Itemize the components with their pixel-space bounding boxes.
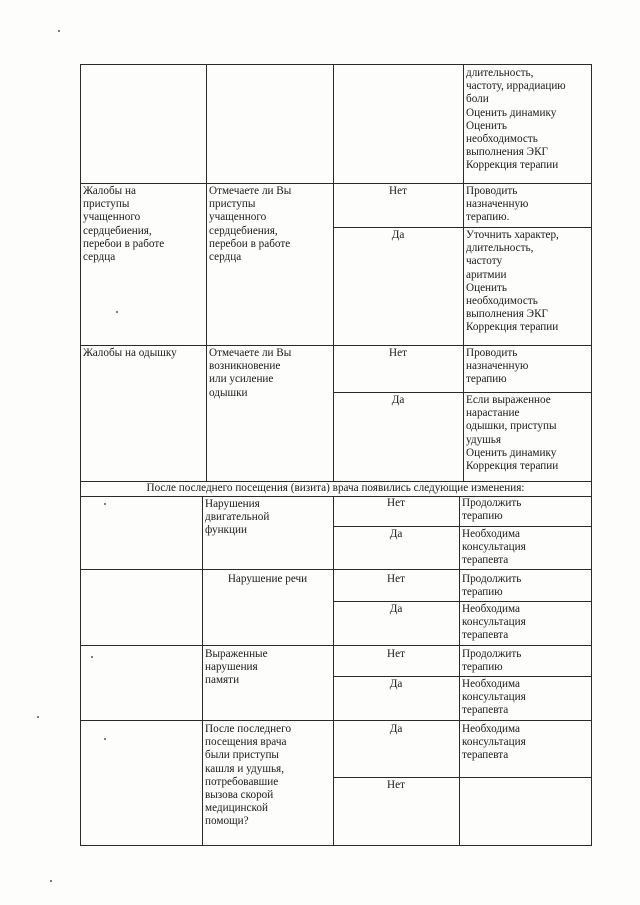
row2-answer-no: Нет bbox=[389, 347, 407, 359]
row7-rec-no bbox=[459, 778, 591, 844]
grid-line bbox=[333, 676, 592, 677]
row7-col1 bbox=[80, 721, 202, 845]
row0-answer bbox=[333, 64, 463, 182]
row7-answer-no: Нет bbox=[387, 779, 405, 791]
grid-line bbox=[80, 569, 592, 570]
row5-answer-yes: Да bbox=[389, 603, 403, 615]
row5-rec-no: Продолжить терапию bbox=[462, 573, 522, 599]
row6-answer-yes: Да bbox=[389, 678, 403, 690]
grid-line bbox=[333, 777, 592, 778]
row1-answer-no: Нет bbox=[389, 185, 407, 197]
grid-line bbox=[80, 481, 592, 482]
scan-speck bbox=[116, 311, 118, 313]
row4-rec-no: Продолжить терапию bbox=[462, 497, 522, 523]
row6-question: Выраженные нарушения памяти bbox=[205, 648, 268, 687]
section-header: После последнего посещения (визита) врача появились следующие изменения: bbox=[146, 482, 525, 494]
row7-question: После последнего посещения врача были приступы кашля и удушья, потребовавшие вызова скорой медицинской помощи? bbox=[205, 723, 292, 828]
scan-speck bbox=[91, 656, 93, 658]
row4-question: Нарушения двигательной функции bbox=[205, 498, 270, 537]
row1-question: Отмечаете ли Вы приступы учащенного сердцебиения, перебои в работе сердца bbox=[209, 185, 292, 264]
grid-line bbox=[333, 227, 592, 228]
grid-line bbox=[80, 845, 592, 846]
grid-line bbox=[80, 183, 592, 184]
row5-answer-no: Нет bbox=[387, 573, 405, 585]
row4-answer-yes: Да bbox=[389, 528, 403, 540]
grid-line bbox=[80, 496, 592, 497]
row2-complaint: Жалобы на одышку bbox=[83, 347, 177, 359]
grid-line bbox=[333, 601, 592, 602]
row5-col1 bbox=[80, 570, 202, 646]
scan-speck bbox=[37, 716, 39, 718]
grid-line bbox=[333, 392, 592, 393]
row6-rec-no: Продолжить терапию bbox=[462, 648, 522, 674]
row5-question: Нарушение речи bbox=[227, 573, 308, 585]
row5-rec-yes: Необходима консультация терапевта bbox=[462, 603, 526, 642]
grid-line bbox=[80, 64, 81, 846]
row4-col1 bbox=[80, 496, 202, 568]
row6-rec-yes: Необходима консультация терапевта bbox=[462, 678, 526, 717]
grid-line bbox=[333, 496, 334, 846]
row6-col1 bbox=[80, 646, 202, 720]
grid-line bbox=[463, 64, 464, 481]
scan-speck bbox=[104, 738, 106, 740]
row4-answer-no: Нет bbox=[387, 497, 405, 509]
row7-answer-yes: Да bbox=[389, 723, 403, 735]
grid-line bbox=[459, 496, 460, 846]
row2-rec-yes: Если выраженное нарастание одышки, приступы удушья Оценить динамику Коррекция терапии bbox=[466, 394, 559, 473]
row1-rec-no: Проводить назначенную терапию. bbox=[466, 185, 529, 224]
grid-line bbox=[591, 64, 592, 846]
grid-line bbox=[80, 64, 592, 65]
row2-answer-yes: Да bbox=[391, 394, 405, 406]
scan-speck bbox=[104, 503, 106, 505]
row4-rec-yes: Необходима консультация терапевта bbox=[462, 528, 526, 567]
grid-line bbox=[333, 64, 334, 481]
grid-line bbox=[202, 496, 203, 846]
grid-line bbox=[80, 645, 592, 646]
row1-answer-yes: Да bbox=[391, 229, 405, 241]
row2-question: Отмечаете ли Вы возникновение или усиление одышки bbox=[209, 347, 292, 399]
grid-line bbox=[333, 526, 592, 527]
row1-rec-yes: Уточнить характер, длительность, частоту аритмии Оценить необходимость выполнения ЭКГ Коррекция терапии bbox=[466, 229, 559, 334]
row0-col1 bbox=[80, 64, 206, 182]
grid-line bbox=[206, 64, 207, 481]
grid-line bbox=[80, 720, 592, 721]
row1-complaint: Жалобы на приступы учащенного сердцебиения, перебои в работе сердца bbox=[83, 185, 165, 264]
row0-recommendation: длительность, частоту, иррадиацию боли Оценить динамику Оценить необходимость выполнения ЭКГ Коррекция терапии bbox=[466, 67, 566, 172]
row2-rec-no: Проводить назначенную терапию bbox=[466, 347, 529, 386]
row6-answer-no: Нет bbox=[387, 648, 405, 660]
scan-speck bbox=[50, 880, 52, 882]
row0-col2 bbox=[206, 64, 333, 182]
scan-speck bbox=[58, 30, 60, 32]
grid-line bbox=[80, 345, 592, 346]
row7-rec-yes: Необходима консультация терапевта bbox=[462, 723, 526, 762]
